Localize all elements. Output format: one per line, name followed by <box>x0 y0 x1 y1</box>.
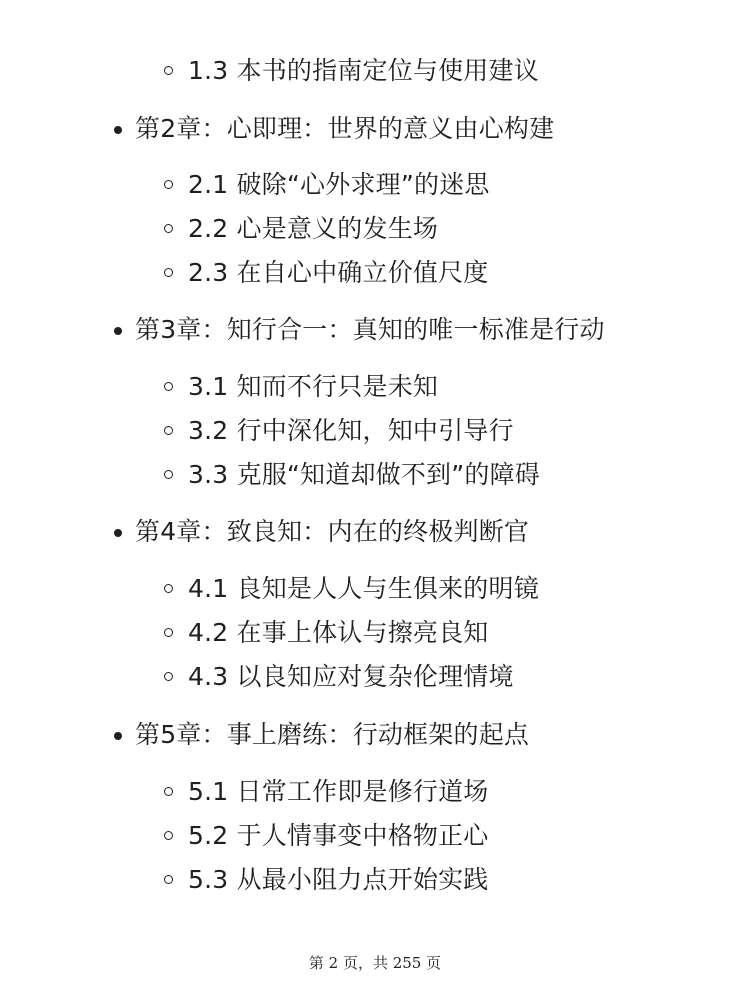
toc-chapter-label: 第3章：知行合一：真知的唯一标准是行动 <box>135 315 605 344</box>
circle-bullet-icon <box>164 426 173 435</box>
circle-bullet-icon <box>164 787 173 796</box>
toc-section-label: 2.2 心是意义的发生场 <box>188 214 439 243</box>
circle-bullet-icon <box>164 470 173 479</box>
toc-section-label: 5.1 日常工作即是修行道场 <box>188 777 489 806</box>
circle-bullet-icon <box>164 224 173 233</box>
toc-chapter-5 <box>135 718 529 752</box>
circle-bullet-icon <box>164 672 173 681</box>
toc-section-2-1 <box>188 168 490 202</box>
toc-section-label: 3.1 知而不行只是未知 <box>188 372 439 401</box>
toc-section-3-1 <box>188 370 438 404</box>
disc-bullet-icon <box>114 529 122 537</box>
toc-section-label: 5.3 从最小阻力点开始实践 <box>188 865 489 894</box>
toc-section-1-3 <box>188 54 539 88</box>
circle-bullet-icon <box>164 875 173 884</box>
toc-section-5-1 <box>188 775 489 809</box>
circle-bullet-icon <box>164 180 173 189</box>
disc-bullet-icon <box>114 732 122 740</box>
toc-section-label: 4.3 以良知应对复杂伦理情境 <box>188 662 514 691</box>
toc-section-4-3 <box>188 660 514 694</box>
toc-section-4-1 <box>188 572 539 606</box>
toc-section-3-2 <box>188 414 514 448</box>
disc-bullet-icon <box>114 126 122 134</box>
toc-chapter-3 <box>135 313 605 347</box>
toc-section-3-3 <box>188 458 540 492</box>
toc-section-label: 4.2 在事上体认与擦亮良知 <box>188 618 489 647</box>
page-footer: 第 2 页，共 255 页 <box>308 954 442 972</box>
toc-section-label: 1.3 本书的指南定位与使用建议 <box>188 56 539 85</box>
toc-section-2-3 <box>188 256 489 290</box>
toc-chapter-label: 第5章：事上磨练：行动框架的起点 <box>135 720 530 749</box>
toc-chapter-2 <box>135 112 554 146</box>
toc-section-label: 2.1 破除“心外求理”的迷思 <box>188 170 490 199</box>
toc-section-4-2 <box>188 616 489 650</box>
circle-bullet-icon <box>164 268 173 277</box>
circle-bullet-icon <box>164 382 173 391</box>
toc-chapter-label: 第2章：心即理：世界的意义由心构建 <box>135 114 555 143</box>
toc-section-2-2 <box>188 212 438 246</box>
circle-bullet-icon <box>164 584 173 593</box>
toc-section-label: 3.2 行中深化知，知中引导行 <box>188 416 514 445</box>
toc-section-label: 2.3 在自心中确立价值尺度 <box>188 258 489 287</box>
circle-bullet-icon <box>164 831 173 840</box>
toc-section-label: 4.1 良知是人人与生俱来的明镜 <box>188 574 539 603</box>
toc-section-5-2 <box>188 819 489 853</box>
toc-chapter-label: 第4章：致良知：内在的终极判断官 <box>135 517 530 546</box>
toc-section-label: 3.3 克服“知道却做不到”的障碍 <box>188 460 541 489</box>
circle-bullet-icon <box>164 628 173 637</box>
toc-section-label: 5.2 于人情事变中格物正心 <box>188 821 489 850</box>
disc-bullet-icon <box>114 327 122 335</box>
toc-section-5-3 <box>188 863 489 897</box>
toc-chapter-4 <box>135 515 529 549</box>
circle-bullet-icon <box>164 66 173 75</box>
